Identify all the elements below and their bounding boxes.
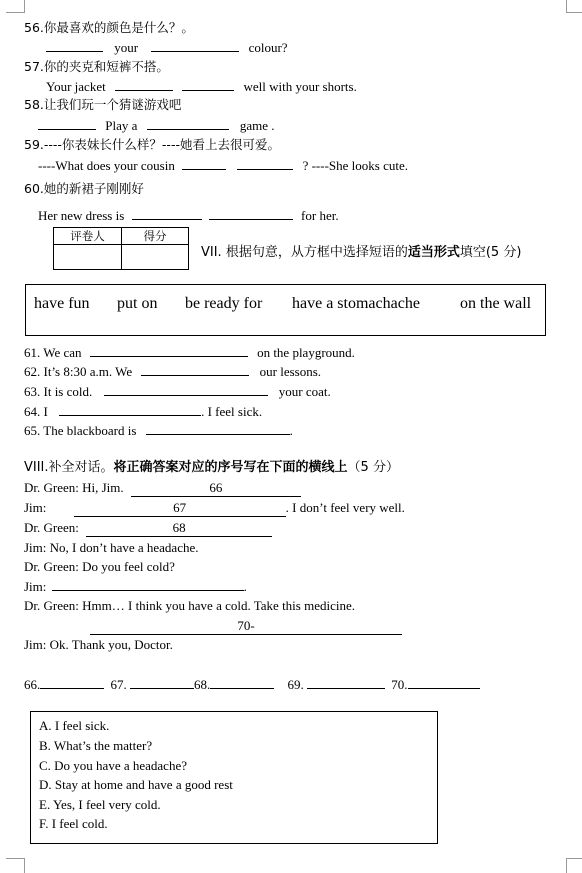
q65-text: .	[289, 423, 293, 438]
speaker: Dr. Green:	[24, 598, 79, 613]
blank[interactable]	[182, 78, 234, 91]
answer-blank-70[interactable]	[90, 618, 402, 635]
q58-word: game .	[239, 118, 275, 133]
q57-word: Your jacket	[46, 79, 106, 94]
score-table-header-grader: 评卷人	[54, 228, 122, 245]
answer-label-70: 70.	[391, 677, 408, 692]
option-d: D. Stay at home and have a good rest	[39, 777, 233, 792]
answer-label-67: 67.	[110, 677, 127, 692]
phrase-1: have fun	[34, 295, 90, 312]
q65-text: 65. The blackboard is	[24, 423, 137, 438]
q63-text: your coat.	[278, 384, 331, 399]
blank[interactable]	[146, 422, 290, 435]
blank-number: 66	[209, 480, 223, 495]
dialog-line-8	[90, 618, 402, 635]
blank[interactable]	[115, 78, 173, 91]
blank[interactable]	[237, 157, 293, 170]
q57-word: well with your shorts.	[243, 79, 357, 94]
dialog-text: Hi, Jim.	[82, 480, 124, 495]
q63-text: 63. It is cold.	[24, 384, 93, 399]
dialog-line-6	[24, 579, 247, 595]
blank[interactable]	[38, 117, 96, 130]
blank[interactable]	[182, 157, 226, 170]
answer-label-69: 69.	[287, 677, 304, 692]
q59-sentence	[38, 157, 408, 174]
section-7-title-bold: 适当形式	[407, 245, 460, 260]
speaker: Dr. Green:	[24, 559, 79, 574]
phrase-4: have a stomachache	[292, 295, 420, 312]
blank-number: 70-	[237, 618, 255, 633]
q58-word: Play a	[105, 118, 138, 133]
dialog-text: Hmm… I think you have a cold. Take this medicine.	[82, 598, 355, 613]
q56-word: your	[114, 40, 139, 55]
q59-prompt: 59.----你表妹长什么样？----她看上去很可爱。	[24, 137, 280, 152]
section-8-title-points: （5 分）	[347, 460, 399, 475]
dialog-text: .	[243, 579, 247, 594]
blank[interactable]	[151, 39, 239, 52]
speaker: Jim:	[24, 500, 47, 515]
dialog-line-5	[24, 559, 175, 575]
dialog-line-3	[24, 520, 272, 537]
dialog-line-7	[24, 598, 355, 614]
q64	[24, 403, 262, 420]
q60-word: Her new dress is	[38, 208, 125, 223]
q59-word: ----What does your cousin	[38, 158, 175, 173]
dialog-line-9	[24, 637, 173, 653]
q58-sentence	[38, 117, 275, 134]
option-c: C. Do you have a headache?	[39, 758, 187, 773]
score-table	[53, 227, 189, 270]
speaker: Jim:	[24, 637, 47, 652]
q65	[24, 422, 293, 439]
speaker: Jim:	[24, 579, 47, 594]
q56-word: colour?	[248, 40, 288, 55]
dialog-line-2	[24, 500, 405, 517]
dialog-text: Do you feel cold?	[82, 559, 175, 574]
q62-text: 62. It’s 8:30 a.m. We	[24, 364, 133, 379]
phrase-3: be ready for	[185, 295, 263, 312]
score-table-cell-score[interactable]	[122, 245, 189, 270]
blank-number: 68	[172, 520, 186, 535]
answer-blank-68[interactable]	[86, 520, 272, 537]
section-7-title-points: 填空(5 分)	[459, 245, 522, 260]
option-a: A. I feel sick.	[39, 718, 110, 733]
dialog-text: Ok. Thank you, Doctor.	[49, 637, 173, 652]
q56-sentence	[46, 39, 288, 56]
section-7-title	[201, 245, 521, 261]
blank[interactable]	[132, 207, 202, 220]
option-f: F. I feel cold.	[39, 816, 108, 831]
blank[interactable]	[90, 344, 248, 357]
blank[interactable]	[46, 39, 103, 52]
q61-text: 61. We can	[24, 345, 82, 360]
q64-text: 64. I	[24, 404, 48, 419]
answer-label-66: 66.	[24, 677, 41, 692]
answer-blank[interactable]	[40, 676, 104, 689]
q56-prompt: 56.你最喜欢的颜色是什么？。	[24, 20, 194, 35]
answer-blank[interactable]	[210, 676, 274, 689]
q57-prompt: 57.你的夹克和短裤不搭。	[24, 59, 169, 74]
section-7-title-text: VII. 根据句意，从方框中选择短语的	[201, 245, 408, 260]
section-8-title	[24, 460, 399, 476]
answer-blank[interactable]	[130, 676, 194, 689]
answer-blank[interactable]	[307, 676, 385, 689]
answer-blank-67[interactable]	[74, 500, 286, 517]
blank[interactable]	[147, 117, 229, 130]
blank[interactable]	[141, 363, 249, 376]
speaker: Jim:	[24, 540, 47, 555]
corner-mark-top-right	[566, 0, 582, 13]
phrase-2: put on	[117, 295, 158, 312]
dialog-line-4	[24, 540, 199, 556]
score-table-header-score: 得分	[122, 228, 189, 245]
q60-prompt: 60.她的新裙子刚刚好	[24, 181, 144, 196]
answer-blank-69[interactable]	[52, 590, 244, 591]
dialog-text: . I don’t feel very well.	[285, 500, 405, 515]
q63	[24, 383, 331, 400]
blank-number: 67	[173, 500, 187, 515]
dialog-text: No, I don’t have a headache.	[49, 540, 199, 555]
option-b: B. What’s the matter?	[39, 738, 153, 753]
answer-blank[interactable]	[408, 676, 480, 689]
answer-row	[24, 676, 480, 693]
option-e: E. Yes, I feel very cold.	[39, 797, 161, 812]
answer-label-68: 68.	[194, 677, 211, 692]
blank[interactable]	[209, 207, 293, 220]
q64-text: . I feel sick.	[201, 404, 263, 419]
section-8-title-bold: 将正确答案对应的序号写在下面的横线上	[113, 460, 348, 475]
q61-text: on the playground.	[257, 345, 355, 360]
blank[interactable]	[59, 403, 201, 416]
q62-text: our lessons.	[259, 364, 322, 379]
q60-sentence	[38, 207, 339, 224]
corner-mark-bottom-left	[6, 858, 25, 873]
blank[interactable]	[104, 383, 268, 396]
corner-mark-bottom-right	[566, 858, 582, 873]
phrase-5: on the wall	[460, 295, 532, 312]
q59-word: ? ----She looks cute.	[302, 158, 408, 173]
q58-prompt: 58.让我们玩一个猜谜游戏吧	[24, 97, 182, 112]
answer-blank-66[interactable]	[131, 480, 301, 497]
speaker: Dr. Green:	[24, 480, 79, 495]
q57-sentence	[46, 78, 357, 95]
corner-mark-top-left	[6, 0, 25, 13]
q62	[24, 363, 321, 380]
section-8-title-text: VIII.补全对话。	[24, 460, 114, 475]
speaker: Dr. Green:	[24, 520, 79, 535]
q60-word: for her.	[301, 208, 339, 223]
q61	[24, 344, 355, 361]
dialog-line-1	[24, 480, 301, 497]
score-table-cell-grader[interactable]	[54, 245, 122, 270]
